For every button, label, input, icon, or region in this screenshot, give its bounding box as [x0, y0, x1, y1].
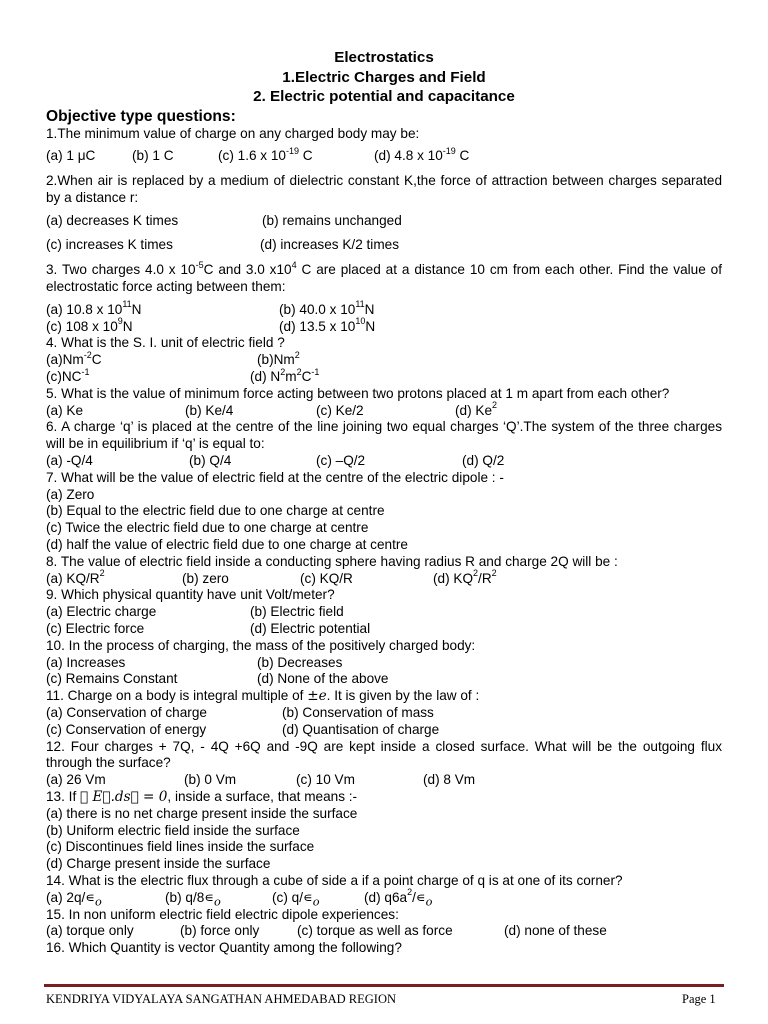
- section-title: Objective type questions:: [46, 107, 236, 125]
- question-10-options-row1: [46, 655, 722, 672]
- option-d: (d) none of these: [504, 923, 607, 939]
- question-2: 2.When air is replaced by a medium of dielectric constant K,the force of attraction between charges separated by a distance r:: [46, 173, 722, 205]
- option-a: (a) there is no net charge present inside the surface: [46, 805, 358, 821]
- option-a: (a) -Q/4: [46, 453, 93, 469]
- question-3-options-row1: [46, 299, 722, 319]
- option-a: (a) decreases K times: [46, 212, 179, 228]
- question-11-options-row1: [46, 705, 722, 722]
- question-15: 15. In non uniform electric field electric dipole experiences:: [46, 906, 399, 922]
- question-6-options: [46, 453, 722, 470]
- page-number: Page 1: [682, 992, 716, 1006]
- question-11-options-row2: [46, 722, 722, 739]
- question-3-options-row2: [46, 316, 722, 336]
- question-11: 11. Charge on a body is integral multiple of ±e. It is given by the law of :: [46, 688, 480, 705]
- option-c: (c) Electric force: [46, 621, 145, 637]
- option-a: (a) Ke: [46, 402, 84, 418]
- option-d: (d) $KQ^2/R^2$: [433, 568, 497, 586]
- question-1: 1.The minimum value of charge on any charged body may be:: [46, 125, 420, 141]
- question-14: 14. What is the electric flux through a cube of side a if a point charge of q is at one of its corner?: [46, 872, 623, 888]
- question-5: 5. What is the value of minimum force acting between two protons placed at 1 m apart from each other?: [46, 385, 670, 401]
- option-b: (b) force only: [180, 923, 260, 939]
- option-d: (d) $q6a^2/∊_o$: [364, 887, 433, 909]
- option-b: (b) Decreases: [257, 654, 343, 670]
- question-5-options: [46, 400, 722, 420]
- option-d: (d) Electric potential: [250, 621, 371, 637]
- option-c: (c) 108 x $10^9N$: [46, 316, 133, 334]
- question-9-options-row2: [46, 621, 722, 638]
- option-d: (d) None of the above: [257, 671, 389, 687]
- question-1-options: [46, 145, 722, 165]
- question-4-options-row2: [46, 366, 722, 386]
- option-b: (b) Ke/4: [185, 402, 234, 418]
- option-a: (a) 10.8 x $10^{11}N$: [46, 299, 142, 317]
- option-c: (c) torque as well as force: [297, 923, 453, 939]
- question-8: 8. The value of electric field inside a conducting sphere having radius R and charge 2Q will be :: [46, 553, 618, 569]
- option-a: $(a)Nm^{-2}C$: [46, 349, 102, 368]
- option-b: (b)Nm$^2$: [257, 349, 300, 368]
- option-d: (d) $N^2m^2C^{-1}$: [250, 366, 320, 385]
- document-body: [46, 48, 722, 957]
- question-10-options-row2: [46, 671, 722, 688]
- question-16: 16. Which Quantity is vector Quantity among the following?: [46, 940, 402, 956]
- option-a: (a) Zero: [46, 486, 95, 502]
- question-10: 10. In the process of charging, the mass of the positively charged body:: [46, 637, 476, 653]
- option-b: (b) remains unchanged: [262, 212, 402, 228]
- footer-organization: KENDRIYA VIDYALAYA SANGATHAN AHMEDABAD REGION: [46, 992, 397, 1006]
- option-a: (a) $KQ/R^2$: [46, 568, 105, 586]
- chapter-1-title: 1.Electric Charges and Field: [282, 68, 486, 86]
- option-d: (d) Charge present inside the surface: [46, 856, 271, 872]
- option-d: (d) 4.8 x $10^{-19}$ C: [374, 145, 470, 164]
- option-a: (a) Conservation of charge: [46, 705, 207, 720]
- question-7: 7. What will be the value of electric field at the centre of the electric dipole : -: [46, 469, 504, 485]
- question-15-options: [46, 923, 722, 940]
- option-c: (c) 1.6 x $10^{-19}$ C: [218, 145, 313, 164]
- footer-rule: [44, 984, 724, 987]
- question-2-options-row2: [46, 237, 722, 254]
- flux-integral-expression: ∮ E⃗.ds⃗ = 0: [80, 788, 168, 805]
- option-a: (a) 26 Vm: [46, 772, 106, 788]
- option-c: (c) KQ/R: [300, 570, 353, 586]
- option-b: (b) $q/8∊_o$: [165, 889, 221, 909]
- question-8-options: [46, 568, 722, 588]
- question-4-options-row1: [46, 349, 722, 369]
- option-d: (d) 13.5 x $10^{10}N$: [279, 316, 376, 334]
- option-b: (b) zero: [182, 570, 229, 586]
- option-b: (b) 40.0 x $10^{11}N$: [279, 299, 375, 317]
- chapter-2-title: 2. Electric potential and capacitance: [253, 88, 515, 105]
- option-c: (c) 10 Vm: [296, 772, 355, 788]
- option-b: (b) Conservation of mass: [282, 705, 434, 720]
- question-2-options-row1: [46, 213, 722, 230]
- question-6: 6. A charge ‘q’ is placed at the centre of the line joining two equal charges ‘Q’.The system of the three charges will be in equilibrium if ‘q’ is equal to:: [46, 419, 722, 452]
- document-title: Electrostatics: [334, 49, 434, 66]
- option-c: (c) increases K times: [46, 237, 173, 253]
- option-b: (b) Uniform electric field inside the surface: [46, 822, 300, 838]
- option-a: (a) Increases: [46, 654, 126, 670]
- option-d: (d) increases K/2 times: [260, 237, 400, 253]
- question-3: 3. Two charges 4.0 x $10^{-5}C$ and 3.0 $x10^4$ C are placed at a distance 10 cm from each other. Find the value of electrostatic force acting between them:: [46, 259, 722, 295]
- option-b: (b) Electric field: [250, 604, 344, 620]
- option-a: (a) Electric charge: [46, 604, 157, 620]
- option-a: (a) $2q/∊_o$: [46, 889, 102, 909]
- option-d: (d) Q/2: [462, 453, 505, 469]
- option-c: (c) Conservation of energy: [46, 721, 207, 737]
- option-c: (c) Discontinues field lines inside the surface: [46, 839, 315, 855]
- option-c: (c) Twice the electric field due to one charge at centre: [46, 520, 369, 536]
- option-c: (c) Remains Constant: [46, 671, 178, 687]
- question-14-options: [46, 887, 722, 909]
- option-a: (a) torque only: [46, 923, 134, 939]
- option-c: $(c)NC^{-1}$: [46, 366, 90, 385]
- question-9: 9. Which physical quantity have unit Volt/meter?: [46, 587, 335, 603]
- option-d: (d) Ke$^2$: [455, 400, 498, 418]
- option-b: (b) 1 C: [132, 148, 174, 164]
- question-12: 12. Four charges + 7Q, - 4Q +6Q and -9Q are kept inside a closed surface. What will be the outgoing flux through the surface?: [46, 738, 722, 771]
- option-c: (c) –Q/2: [316, 453, 366, 469]
- question-12-options: [46, 772, 722, 789]
- option-d: (d) half the value of electric field due to one charge at centre: [46, 537, 408, 553]
- option-a: (a) 1 μC: [46, 148, 96, 164]
- question-9-options-row1: [46, 604, 722, 621]
- option-c: (c) Ke/2: [316, 402, 364, 418]
- question-4: 4. What is the S. I. unit of electric field ?: [46, 335, 285, 351]
- option-d: (d) 8 Vm: [423, 772, 476, 788]
- option-b: (b) Equal to the electric field due to one charge at centre: [46, 503, 385, 519]
- plus-minus-e-symbol: ±e: [307, 688, 327, 705]
- option-c: (c) $q/∊_o$: [272, 889, 320, 909]
- option-d: (d) Quantisation of charge: [282, 721, 440, 737]
- option-b: (b) 0 Vm: [184, 772, 237, 788]
- option-b: (b) Q/4: [189, 453, 232, 469]
- question-13: 13. If ∮ E⃗.ds⃗ = 0, inside a surface, that means :-: [46, 788, 358, 805]
